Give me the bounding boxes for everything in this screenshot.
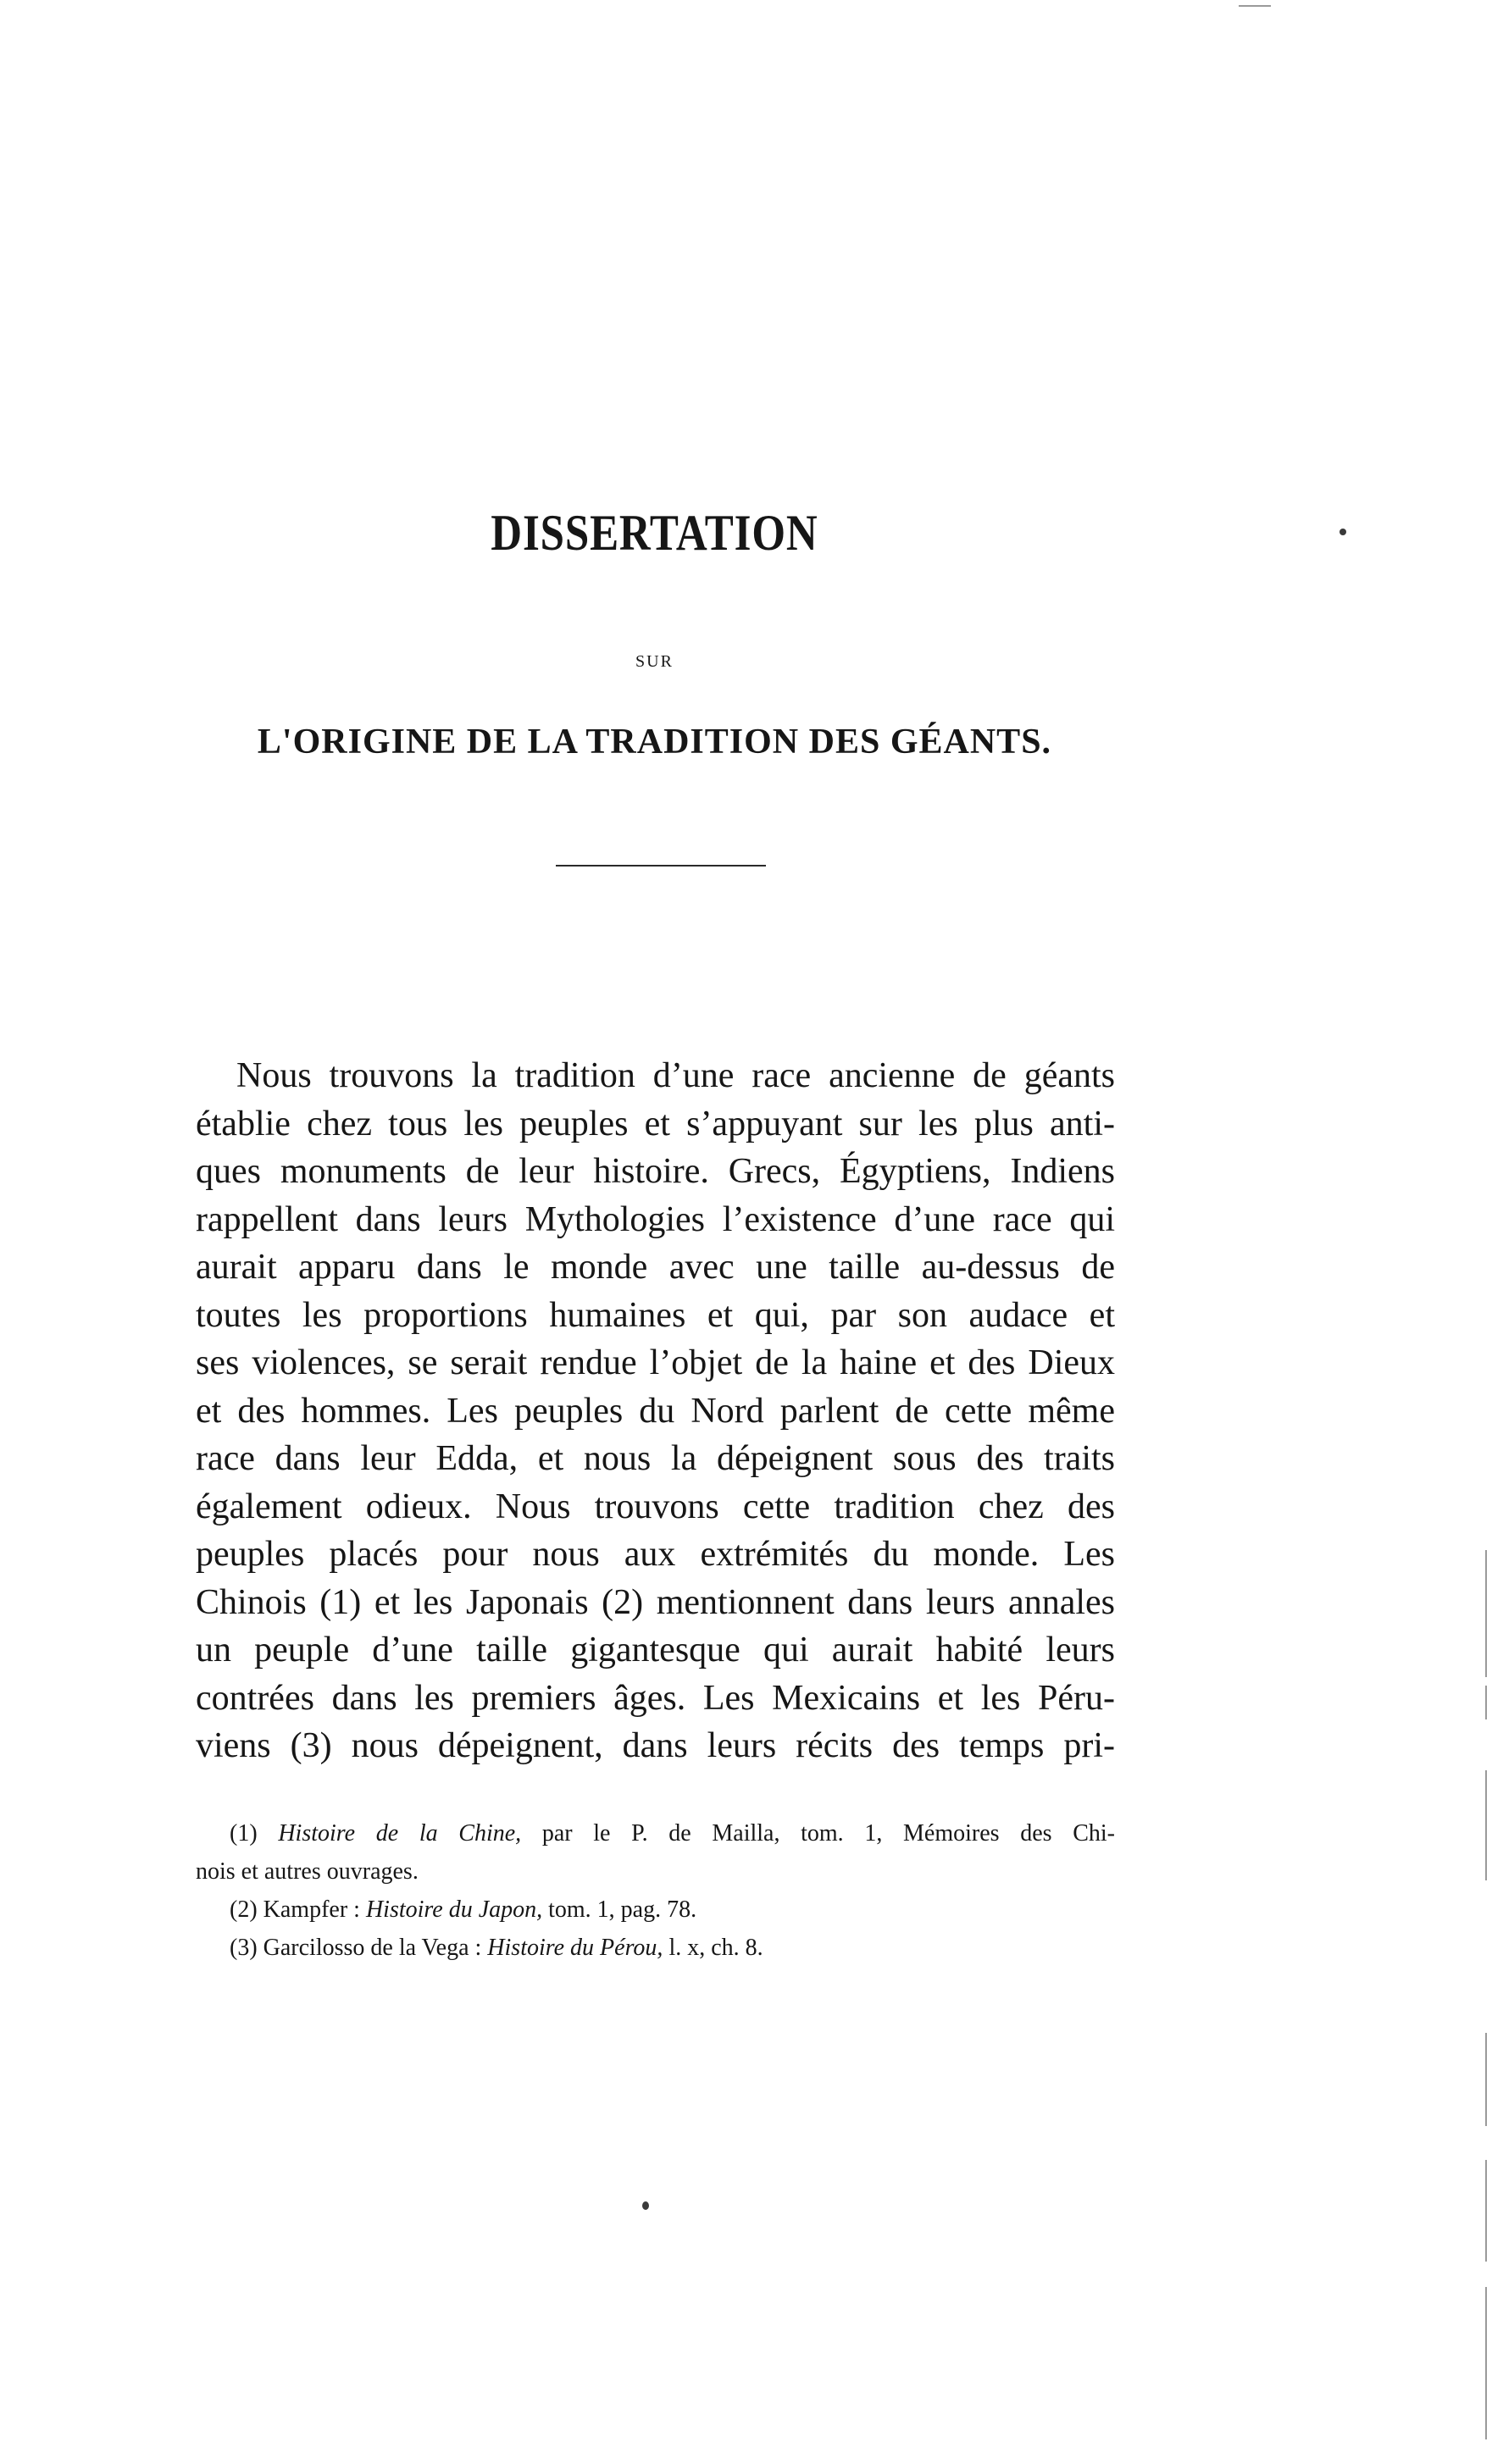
text-line: race dans leur Edda, et nous la dépeignent sous des traits [196, 1439, 1115, 1478]
footnote-2 [196, 1891, 1115, 1929]
text-line: aurait apparu dans le monde avec une taille au-dessus de [196, 1248, 1115, 1287]
text-line: rappellent dans leurs Mythologies l’existence d’une race qui [196, 1199, 1115, 1239]
footnote-text: Kampfer : [257, 1896, 366, 1923]
title-divider [556, 865, 766, 867]
text-line: également odieux. Nous trouvons cette tradition chez des [196, 1487, 1115, 1526]
footnote-text: tom. 1, pag. 78. [542, 1896, 697, 1923]
body-paragraph [196, 1052, 1115, 1770]
page-title: DISSERTATION [491, 505, 818, 561]
text-line: et des hommes. Les peuples du Nord parlent de cette même [196, 1391, 1115, 1431]
footnote-marker: (1) [230, 1820, 258, 1847]
footnote-text [258, 1820, 279, 1847]
footnote-work-title: Histoire de la Chine, [278, 1820, 522, 1847]
text-line: contrées dans les premiers âges. Les Mexicains et les Péru- [196, 1678, 1115, 1718]
footnote-text: par le P. de Mailla, tom. 1, Mémoires des Chi- [521, 1820, 1115, 1847]
ink-speck [1339, 529, 1346, 535]
footnote-work-title: Histoire du Japon, [365, 1896, 543, 1923]
scan-edge-line [1485, 2160, 1487, 2262]
text-line: établie chez tous les peuples et s’appuyant sur les plus anti- [196, 1104, 1115, 1143]
footnote-marker: (3) [230, 1935, 258, 1961]
text-line: toutes les proportions humaines et qui, par son audace et [196, 1295, 1115, 1335]
ink-speck [642, 2201, 649, 2210]
scan-edge-line [1485, 1770, 1487, 1880]
scan-edge-line [1485, 1686, 1487, 1719]
footnotes [196, 1814, 1115, 1967]
text-line: viens (3) nous dépeignent, dans leurs récits des temps pri- [196, 1726, 1115, 1765]
scan-edge-line [1485, 2287, 1487, 2439]
scan-mark [1239, 5, 1271, 7]
footnote-work-title: Histoire du Pérou, [487, 1935, 663, 1961]
footnote-text: Garcilosso de la Vega : [257, 1935, 488, 1961]
footnote-marker: (2) [230, 1896, 258, 1923]
footnote-1 [196, 1814, 1115, 1852]
footnote-1-continuation: nois et autres ouvrages. [196, 1858, 419, 1885]
text-line: Nous trouvons la tradition d’une race ancienne de géants [236, 1056, 1115, 1095]
scan-edge-line [1485, 1550, 1487, 1677]
text-line: ques monuments de leur histoire. Grecs, Égyptiens, Indiens [196, 1152, 1115, 1191]
footnote-text: l. x, ch. 8. [663, 1935, 763, 1961]
text-line: peuples placés pour nous aux extrémités du monde. Les [196, 1535, 1115, 1574]
text-line: Chinois (1) et les Japonais (2) mentionnent dans leurs annales [196, 1582, 1115, 1622]
text-line: un peuple d’une taille gigantesque qui aurait habité leurs [196, 1631, 1115, 1669]
page-subtitle: L'ORIGINE DE LA TRADITION DES GÉANTS. [257, 723, 1052, 761]
footnote-3 [196, 1929, 1115, 1967]
title-connector: SUR [635, 652, 674, 671]
scan-edge-line [1485, 2033, 1487, 2126]
text-line: ses violences, se serait rendue l’objet de la haine et des Dieux [196, 1343, 1115, 1382]
